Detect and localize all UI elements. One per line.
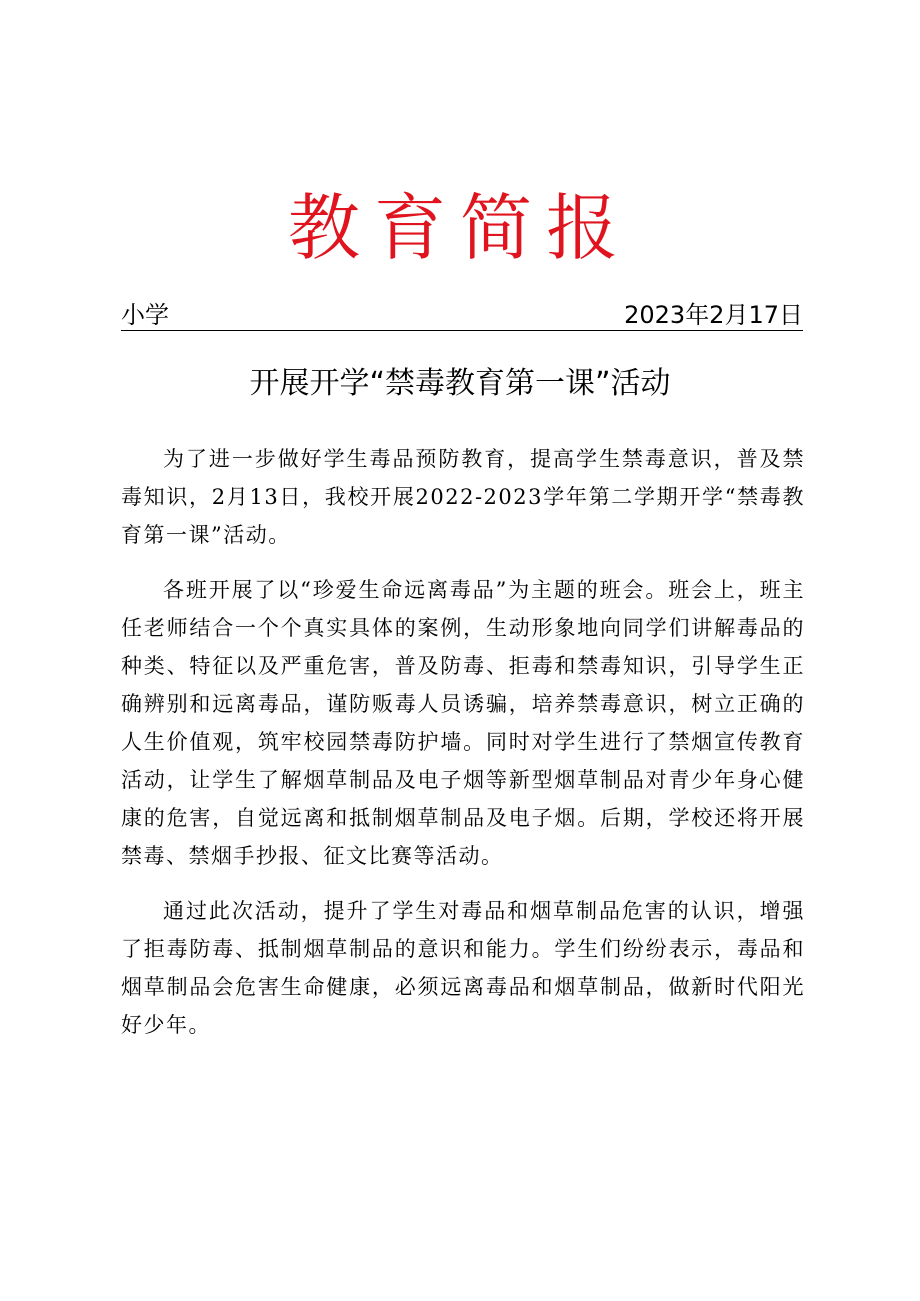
paragraph-3: 通过此次活动，提升了学生对毒品和烟草制品危害的认识，增强了拒毒防毒、抵制烟草制品的意识和能力。学生们纷纷表示，毒品和烟草制品会危害生命健康，必须远离毒品和烟草制品，做新时代阳光好少年。: [121, 899, 805, 1037]
paragraph-2: 各班开展了以“珍爱生命远离毒品”为主题的班会。班会上，班主任老师结合一个个真实具体的案例，生动形象地向同学们讲解毒品的种类、特征以及严重危害，普及防毒、拒毒和禁毒知识，引导学生正确辨别和远离毒品，谨防贩毒人员诱骗，培养禁毒意识，树立正确的人生价值观，筑牢校园禁毒防护墙。同时对学生进行了禁烟宣传教育活动，让学生了解烟草制品及电子烟等新型烟草制品对青少年身心健康的危害，自觉远离和抵制烟草制品及电子烟。后期，学校还将开展禁毒、禁烟手抄报、征文比赛等活动。: [121, 578, 805, 868]
paragraph-1: 为了进一步做好学生毒品预防教育，提高学生禁毒意识，普及禁毒知识，2月13日，我校开展2022-2023学年第二学期开学“禁毒教育第一课”活动。: [121, 447, 805, 547]
header-rule: [121, 300, 803, 331]
school-name: 小学: [121, 301, 169, 329]
article-body: [121, 440, 805, 1044]
masthead-title: 教育简报: [287, 186, 632, 270]
article-headline: 开展开学“禁毒教育第一课”活动: [249, 366, 671, 401]
issue-date: 2023年2月17日: [624, 301, 803, 329]
